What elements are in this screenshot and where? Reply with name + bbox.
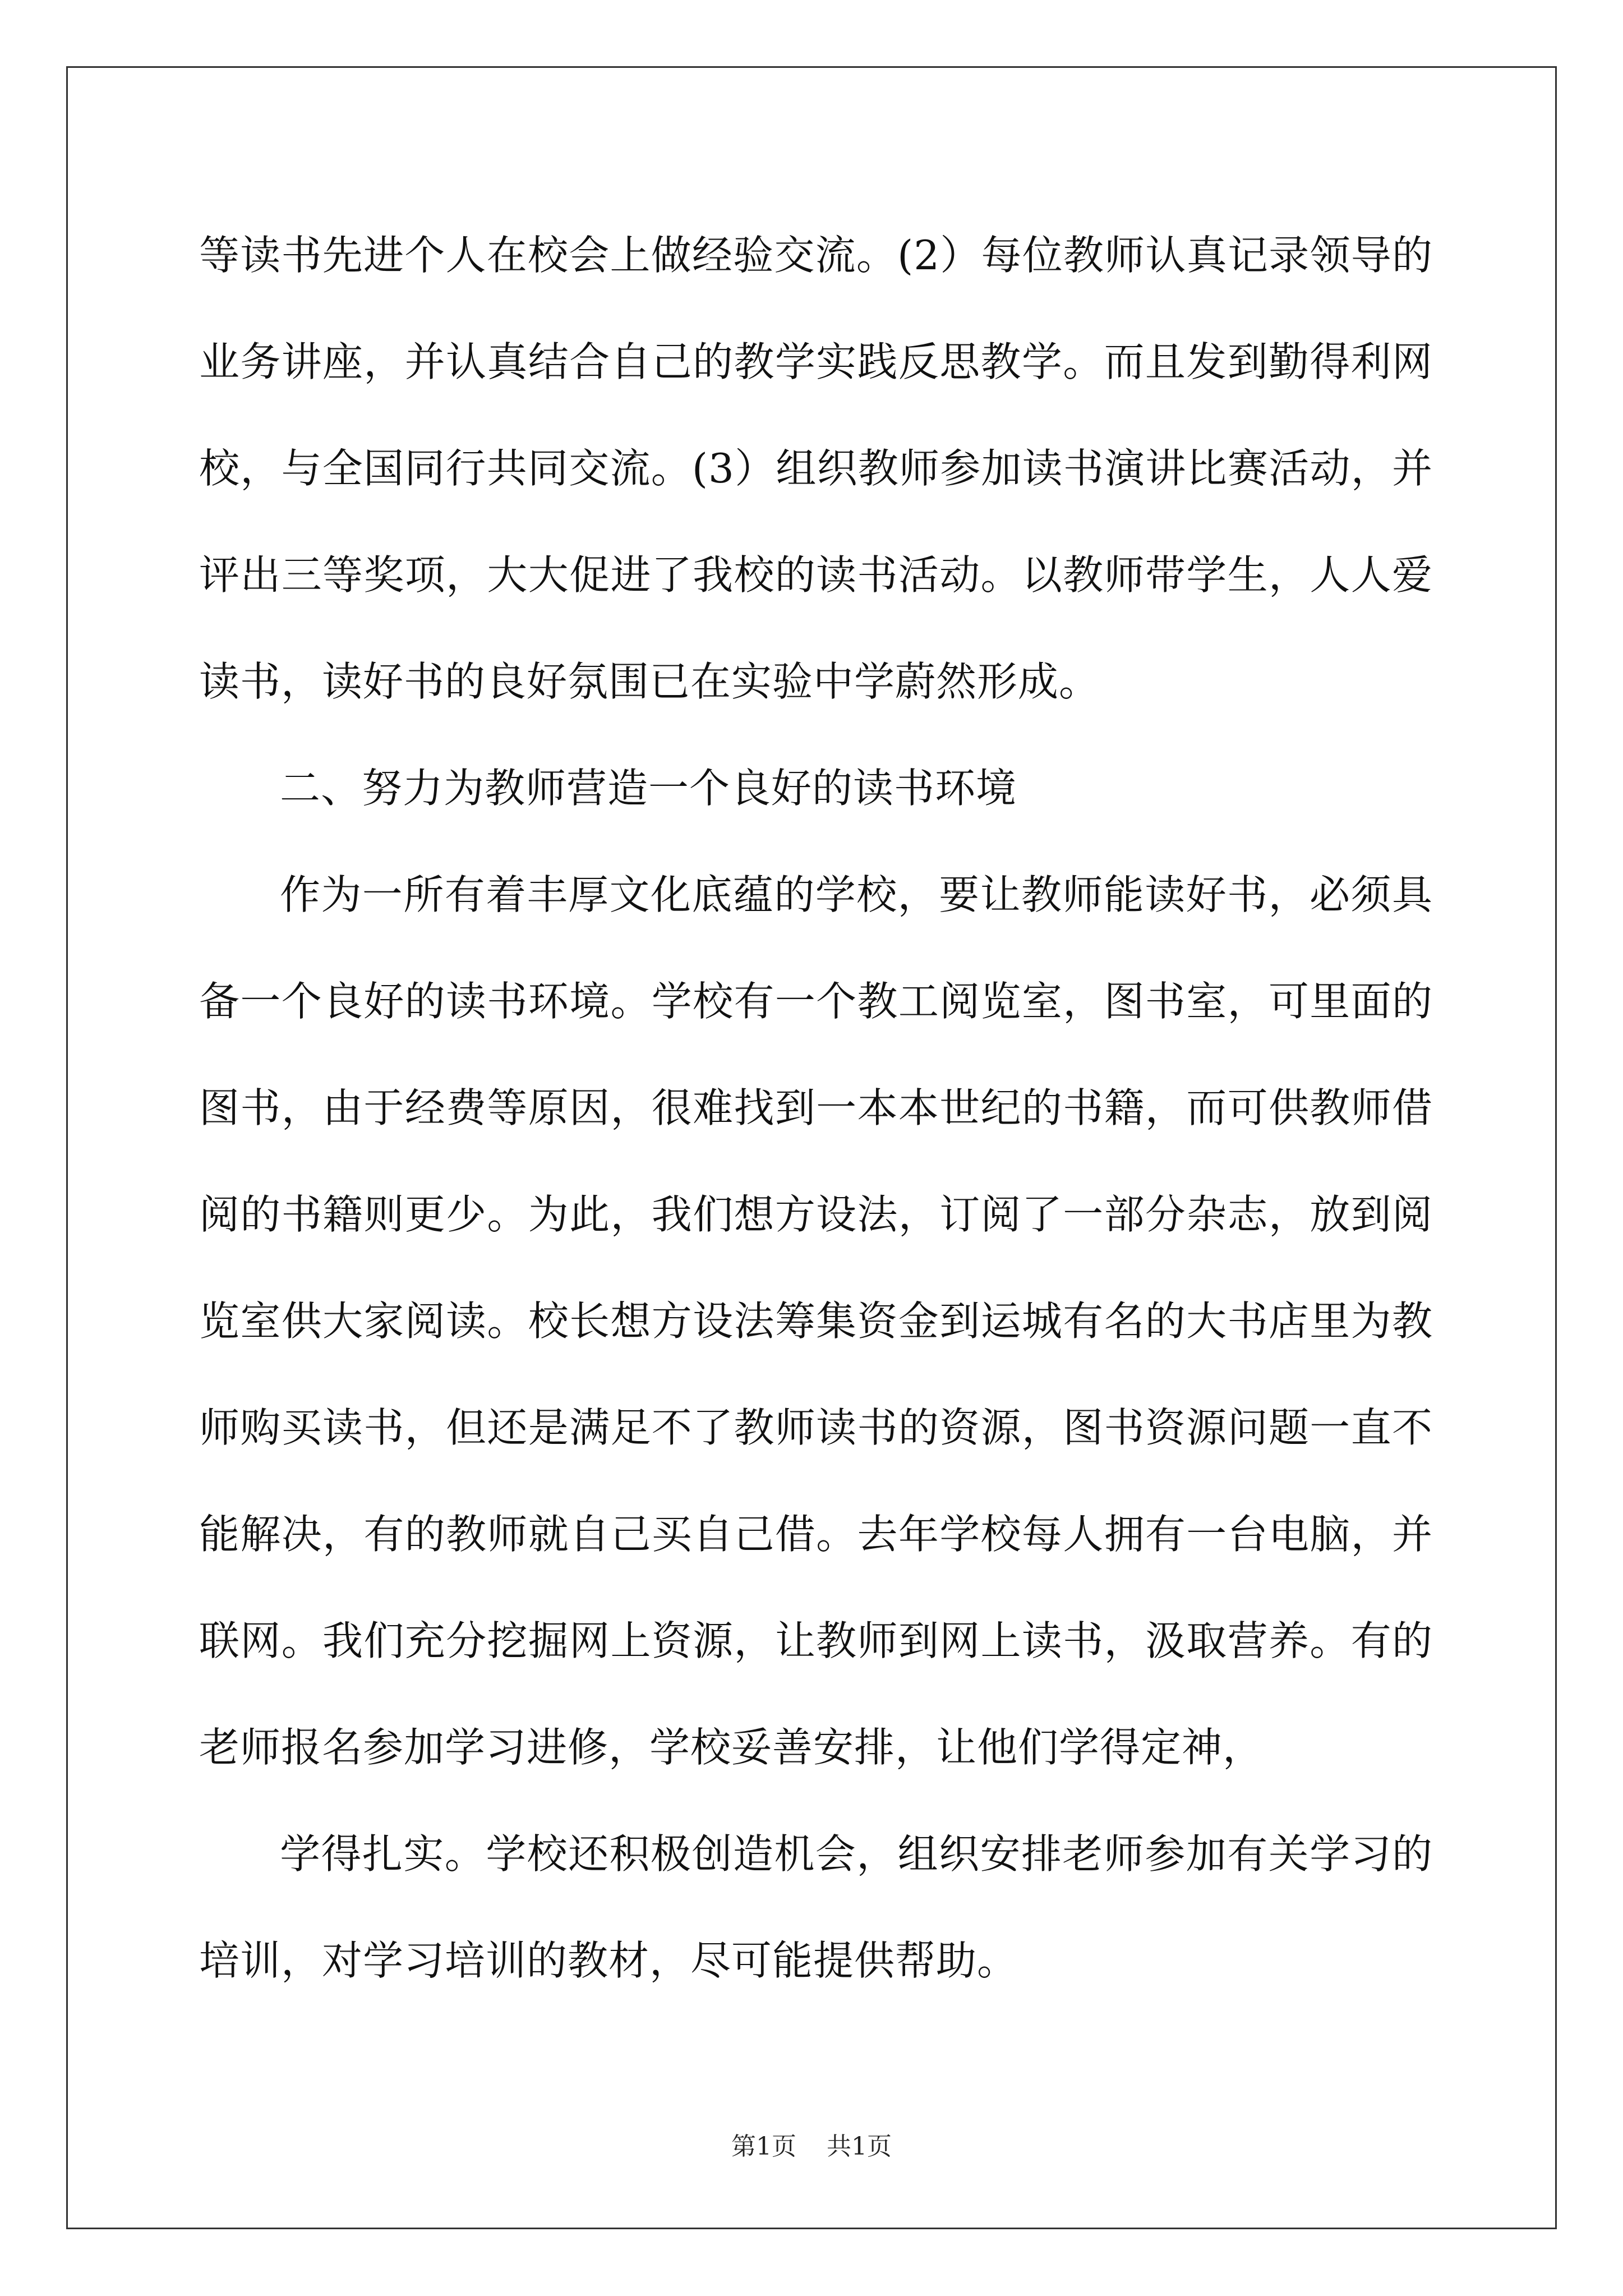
section-heading: 二、努力为教师营造一个良好的读书环境 [280,765,1017,812]
paragraph-3: 作为一所有着丰厚文化底蕴的学校，要让教师能读好书，必须具备一个良好的读书环境。学校有一个教工阅览室，图书室，可里面的图书，由于经费等原因，很难找到一本本世纪的书籍，而可供教师借阅的书籍则更少。为此，我们想方设法，订阅了一部分杂志，放到阅览室供大家阅读。校长想方设法筹集资金到运城有名的大书店里为教师购买读书，但还是满足不了教师读书的资源，图书资源问题一直不能解决，有的教师就自己买自己借。去年学校每人拥有一台电脑，并联网。我们充分挖掘网上资源，让教师到网上读书，汲取营养。有的老师报名参加学习进修，学校妥善安排，让他们学得定神， [199,871,1433,1771]
page-footer [0,2126,1623,2162]
page-total: 共1页 [827,2132,892,2161]
paragraph-4: 学得扎实。学校还积极创造机会，组织安排老师参加有关学习的培训，对学习培训的教材，尽可能提供帮助。 [199,1830,1433,1984]
paragraph-1: 等读书先进个人在校会上做经验交流。(2）每位教师认真记录领导的业务讲座，并认真结合自己的教学实践反思教学。而且发到勤得利网校，与全国同行共同交流。(3）组织教师参加读书演讲比赛活动，并评出三等奖项，大大促进了我校的读书活动。以教师带学生，人人爱读书，读好书的良好氛围已在实验中学蔚然形成。 [199,232,1433,705]
document-body [199,202,1433,2014]
page-number: 第1页 [731,2132,796,2161]
